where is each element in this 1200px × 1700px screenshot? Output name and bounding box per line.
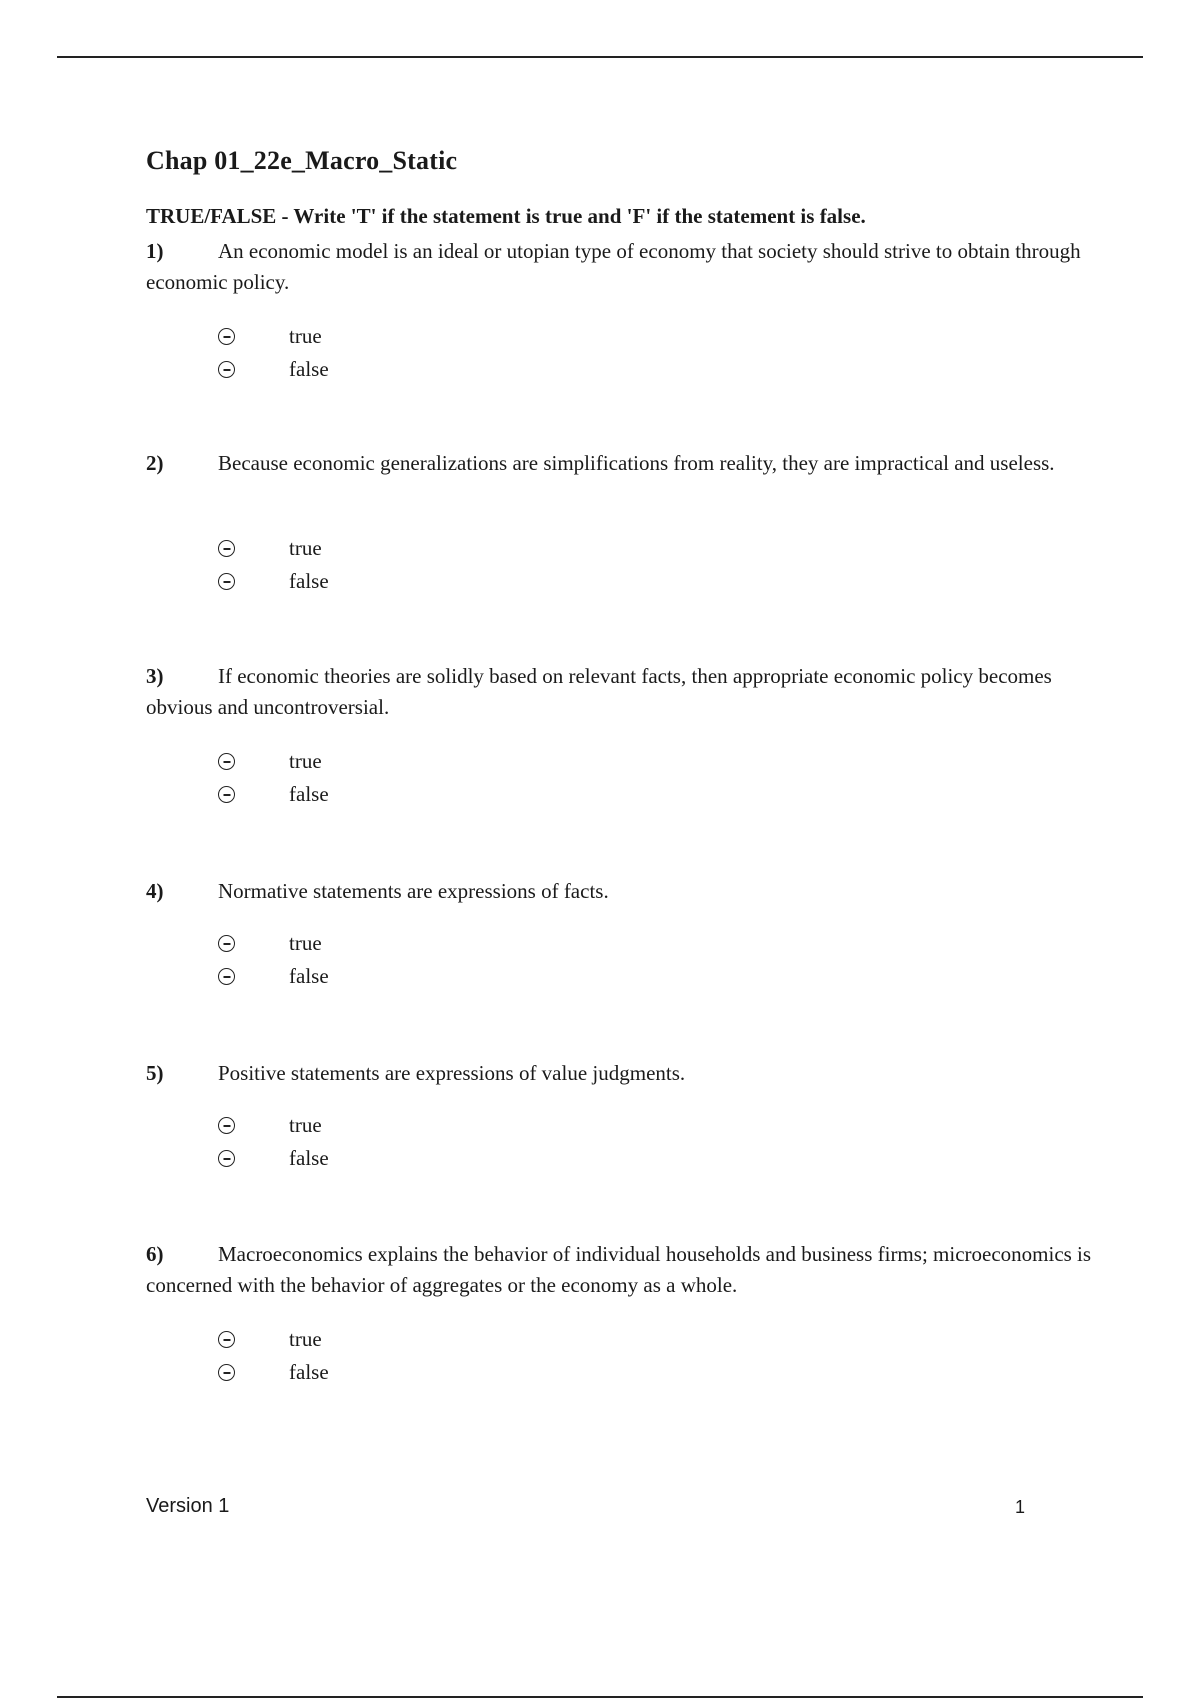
option-false[interactable]	[218, 1356, 329, 1389]
question-2	[146, 448, 1096, 479]
radio-icon[interactable]	[218, 786, 235, 803]
question-1-options	[218, 320, 329, 386]
footer-version: Version 1	[146, 1495, 230, 1517]
radio-icon[interactable]	[218, 328, 235, 345]
question-5	[146, 1058, 1096, 1089]
question-text: Macroeconomics explains the behavior of individual households and business firms; microeconomics is concerned with the behavior of aggregates or the economy as a whole.	[146, 1242, 1092, 1297]
bottom-rule	[57, 1696, 1143, 1698]
question-5-options	[218, 1109, 329, 1175]
question-number: 2)	[146, 451, 164, 475]
option-label: false	[289, 569, 329, 593]
option-false[interactable]	[218, 1142, 329, 1175]
question-3-options	[218, 745, 329, 811]
question-3	[146, 661, 1096, 723]
option-label: true	[289, 749, 322, 773]
document-title: Chap 01_22e_Macro_Static	[146, 146, 458, 175]
question-4	[146, 876, 1096, 907]
option-false[interactable]	[218, 353, 329, 386]
question-number: 4)	[146, 879, 164, 903]
option-false[interactable]	[218, 565, 329, 598]
radio-icon[interactable]	[218, 1150, 235, 1167]
option-label: true	[289, 1327, 322, 1351]
option-label: true	[289, 931, 322, 955]
option-label: true	[289, 324, 322, 348]
option-false[interactable]	[218, 960, 329, 993]
radio-icon[interactable]	[218, 540, 235, 557]
option-label: true	[289, 1113, 322, 1137]
option-label: false	[289, 964, 329, 988]
radio-icon[interactable]	[218, 1331, 235, 1348]
question-text: Normative statements are expressions of facts.	[218, 879, 609, 903]
option-label: false	[289, 1146, 329, 1170]
option-true[interactable]	[218, 927, 329, 960]
option-false[interactable]	[218, 778, 329, 811]
footer-page-number: 1	[1015, 1497, 1026, 1517]
radio-icon[interactable]	[218, 1117, 235, 1134]
instructions: TRUE/FALSE - Write 'T' if the statement is true and 'F' if the statement is false.	[146, 204, 866, 228]
question-number: 5)	[146, 1061, 164, 1085]
option-label: false	[289, 782, 329, 806]
question-2-options	[218, 532, 329, 598]
radio-icon[interactable]	[218, 573, 235, 590]
radio-icon[interactable]	[218, 361, 235, 378]
radio-icon[interactable]	[218, 968, 235, 985]
option-true[interactable]	[218, 1323, 329, 1356]
radio-icon[interactable]	[218, 753, 235, 770]
question-1	[146, 236, 1096, 298]
question-number: 3)	[146, 664, 164, 688]
question-6-options	[218, 1323, 329, 1389]
option-true[interactable]	[218, 745, 329, 778]
question-text: An economic model is an ideal or utopian type of economy that society should strive to obtain through economic policy.	[146, 239, 1081, 294]
question-4-options	[218, 927, 329, 993]
option-true[interactable]	[218, 320, 329, 353]
question-number: 6)	[146, 1242, 164, 1266]
radio-icon[interactable]	[218, 935, 235, 952]
question-text: Positive statements are expressions of value judgments.	[218, 1061, 686, 1085]
option-label: false	[289, 357, 329, 381]
option-true[interactable]	[218, 532, 329, 565]
question-6	[146, 1239, 1096, 1301]
question-text: If economic theories are solidly based on relevant facts, then appropriate economic policy becomes obvious and uncontroversial.	[146, 664, 1052, 719]
option-label: false	[289, 1360, 329, 1384]
option-true[interactable]	[218, 1109, 329, 1142]
radio-icon[interactable]	[218, 1364, 235, 1381]
question-text: Because economic generalizations are simplifications from reality, they are impractical and useless.	[218, 451, 1055, 475]
option-label: true	[289, 536, 322, 560]
question-number: 1)	[146, 239, 164, 263]
top-rule	[57, 56, 1143, 58]
